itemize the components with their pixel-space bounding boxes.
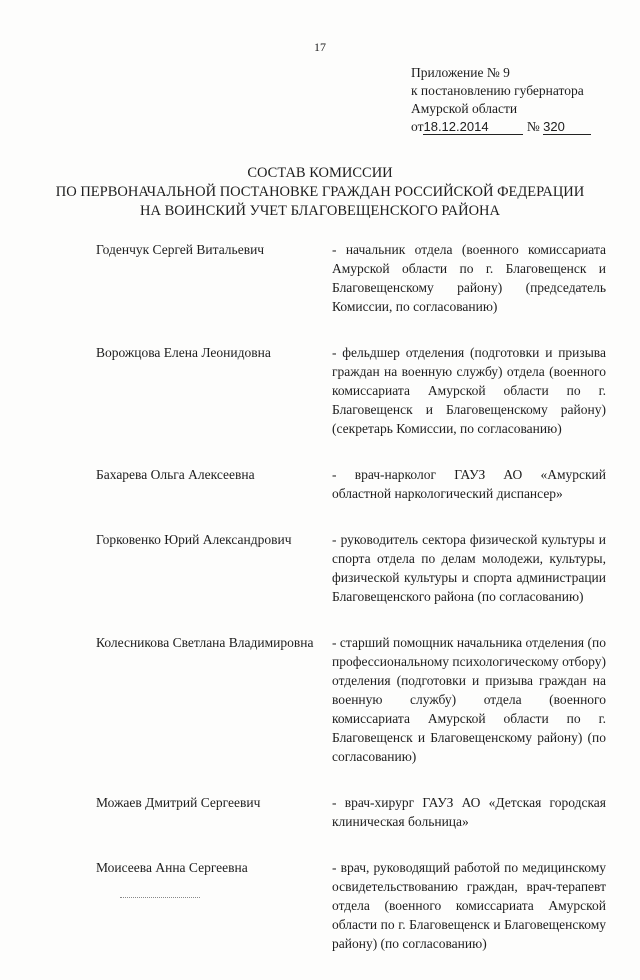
annex-number: 320 xyxy=(543,119,591,135)
member-row xyxy=(96,530,606,606)
annex-title: Приложение № 9 xyxy=(411,65,510,80)
member-row xyxy=(96,343,606,438)
member-row xyxy=(96,240,606,316)
member-position: - руководитель сектора физической культуры и спорта отдела по делам молодежи, культуры, физической культуры и спорта администрации Благовещенского района (по согласованию) xyxy=(332,532,606,604)
title-line-3: НА ВОИНСКИЙ УЧЕТ БЛАГОВЕЩЕНСКОГО РАЙОНА xyxy=(140,203,500,219)
member-name: Горковенко Юрий Александрович xyxy=(96,532,292,547)
annex-block xyxy=(411,64,591,136)
member-position: - врач-хирург ГАУЗ АО «Детская городская клиническая больница» xyxy=(332,795,606,829)
member-row xyxy=(96,465,606,503)
member-position: - старший помощник начальника отделения (по профессиональному психологическому отбору) отделения (подготовки и призыва граждан на военную службу) отдела (военного комиссариата Амурской области по г. Благовещенск и Благовещенскому району) (по согласованию) xyxy=(332,635,606,764)
member-position: - врач-нарколог ГАУЗ АО «Амурский областной наркологический диспансер» xyxy=(332,467,606,501)
annex-date-line xyxy=(411,118,591,136)
commission-members-list xyxy=(96,240,606,980)
member-position: - начальник отдела (военного комиссариата Амурской области по г. Благовещенск и Благовещенскому району) (председатель Комиссии, по согласованию) xyxy=(332,242,606,314)
document-title xyxy=(0,164,640,221)
title-line-1: СОСТАВ КОМИССИИ xyxy=(247,165,393,181)
member-name: Можаев Дмитрий Сергеевич xyxy=(96,795,261,810)
annex-region: Амурской области xyxy=(411,101,518,116)
title-line-2: ПО ПЕРВОНАЧАЛЬНОЙ ПОСТАНОВКЕ ГРАЖДАН РОССИЙСКОЙ ФЕДЕРАЦИИ xyxy=(55,184,585,200)
annex-decree: к постановлению губернатора xyxy=(411,83,584,98)
member-name: Колесникова Светлана Владимировна xyxy=(96,635,314,650)
member-name: Бахарева Ольга Алексеевна xyxy=(96,467,255,482)
annex-from-label: от xyxy=(411,119,424,134)
member-position: - врач, руководящий работой по медицинскому освидетельствованию граждан, врач-терапевт отдела (военного комиссариата Амурской области по г. Благовещенск и Благовещенскому району) (по согласованию) xyxy=(332,860,606,951)
member-name: Ворожцова Елена Леонидовна xyxy=(96,345,271,360)
member-position: - фельдшер отделения (подготовки и призыва граждан на военную службу) отдела (военного комиссариата Амурской области по г. Благовещенск и Благовещенскому району) (секретарь Комиссии, по согласованию) xyxy=(332,345,606,436)
member-row xyxy=(96,793,606,831)
member-name: Моисеева Анна Сергеевна xyxy=(96,860,248,875)
footer-divider xyxy=(120,897,200,898)
member-name: Годенчук Сергей Витальевич xyxy=(96,242,265,257)
member-row xyxy=(96,858,606,953)
page-number: 17 xyxy=(314,40,326,54)
member-row xyxy=(96,633,606,766)
annex-date: 18.12.2014 xyxy=(423,119,523,135)
annex-number-label: № xyxy=(526,119,540,134)
